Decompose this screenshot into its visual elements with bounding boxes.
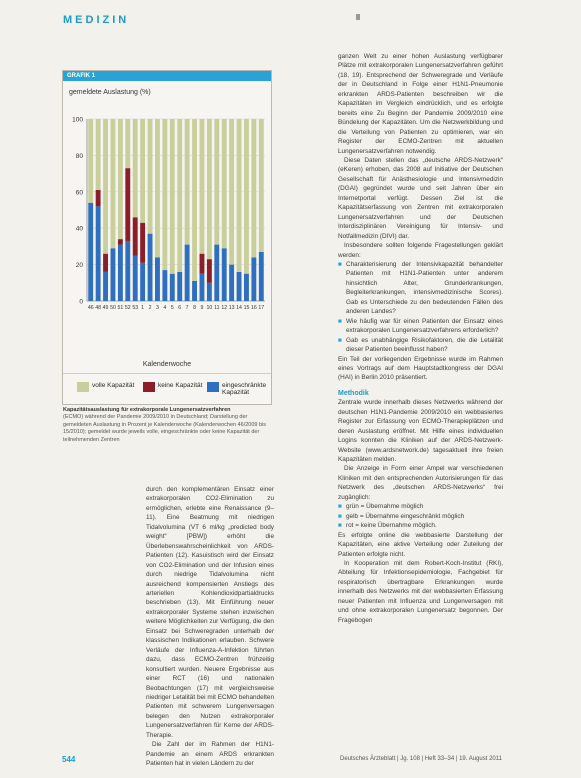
list-item: ■ Gab es unabhängige Risikofaktoren, die die Letalität dieser Patienten beeinflusst haben? bbox=[338, 336, 503, 354]
bar-segment bbox=[162, 119, 167, 270]
bar-segment bbox=[237, 272, 242, 301]
bar-segment bbox=[207, 119, 212, 259]
x-tick-label: 8 bbox=[193, 305, 196, 311]
list-item: ■ Wie häufig war für einen Patienten der Einsatz eines extrakorporalen Lungenersatzverfahrens erforderlich? bbox=[338, 317, 503, 335]
paragraph: In Kooperation mit dem Robert-Koch-Institut (RKI), Abteilung für Infektionsepidemiologie, Fachgebiet für respiratorisch übertragbare Erkrankungen wurde innerhalb des Netzwerks mit der webbasierten Erfassung neuer Patienten mit Influenza und Lungenversagen mit und ohne extrakorporalen Lungenersatz begonnen. Der Fragebogen bbox=[338, 560, 503, 624]
caption-text: (ECMO) während der Pandemie 2009/2010 in Deutschland; Darstellung der gemeldeten Auslastung in Prozent je Kalenderwoche (Kalenderwochen 46/2009 bis 15/2010); gemeldet wurde jeweils volle, eingeschränkte oder keine Kapazität der teilnehmenden Zentren bbox=[63, 414, 267, 443]
list-item: ■ Charakterisierung der Intensivkapazität behandelter Patienten mit H1N1-Patienten unter anderem hinsichtlich Alter, Grunderkrankungen, Begleiterkrankungen, intensivmedizinische Scores). Gab es Unterschiede zu den bedeutenden Fällen des anderen Landes? bbox=[338, 260, 503, 316]
bar-segment bbox=[251, 119, 256, 257]
bar-segment bbox=[207, 259, 212, 283]
x-tick-label: 9 bbox=[200, 305, 204, 311]
figure-caption bbox=[63, 407, 273, 444]
bar-segment bbox=[177, 272, 182, 301]
list-item: ■ gelb = Übernahme eingeschränkt möglich bbox=[338, 512, 465, 520]
bar-segment bbox=[118, 119, 123, 239]
bar-segment bbox=[200, 274, 205, 301]
x-tick-label: 49 bbox=[102, 305, 109, 311]
x-tick-label: 50 bbox=[110, 305, 116, 311]
bullet-icon: ■ bbox=[338, 503, 342, 511]
bar-segment bbox=[133, 217, 138, 255]
y-tick-label: 0 bbox=[79, 298, 83, 306]
bullet-icon: ■ bbox=[338, 522, 342, 530]
bar-segment bbox=[140, 119, 145, 223]
bar-segment bbox=[118, 239, 123, 244]
x-tick-label: 3 bbox=[156, 305, 159, 311]
bar-segment bbox=[103, 119, 108, 254]
bar-segment bbox=[96, 206, 101, 301]
paragraph: Zentrale wurde innerhalb dieses Netzwerks während der deutschen H1N1-Pandemie 2009/2010 ein webbasiertes Register zur Erfassung von ECMO-Therapieplätzen und deren Auslastung eröffnet. Mit Hilfe eines individuellen Logins konnten die Kliniken auf der ARDS-Netzwerk-Website (www.ardsnetwork.de) tagesaktuell ihre freien Kapazitäten melden. bbox=[338, 399, 503, 464]
bar-segment bbox=[155, 257, 160, 301]
paragraph: Insbesondere sollten folgende Fragestellungen geklärt werden: bbox=[338, 242, 503, 259]
column-right bbox=[338, 52, 503, 625]
bar-chart bbox=[63, 93, 271, 363]
bar-segment bbox=[244, 119, 249, 274]
bar-segment bbox=[140, 263, 145, 301]
paragraph: Ein Teil der vorliegenden Ergebnisse wurde im Rahmen eines Vortrags auf dem Hauptstadtkongress der DGAI (HAI) in Berlin 2010 präsentiert. bbox=[338, 355, 503, 382]
column-left bbox=[146, 485, 274, 769]
bar-segment bbox=[148, 234, 153, 301]
bar-segment bbox=[125, 168, 130, 241]
y-tick-label: 60 bbox=[75, 189, 83, 197]
x-tick-label: 4 bbox=[163, 305, 167, 311]
paragraph: durch den komplementären Einsatz einer extrakorporalen CO2-Elimination zu ermöglichen, erlebte eine Renaissance (9–11). Eine Beatmung mit niedrigen Tidalvolumina (VT 6 ml/kg „predicted body weight“ [PBW]) erhöht die Überlebenswahrscheinlichkeit von ARDS-Patienten (12). Kasuistisch wird der Einsatz von CO2-Elimination und der Infusion eines durch niedrige Tidalvolumina nicht ausreichend kompensierten Anstiegs des arteriellen Kohlendioxidpartialdrucks beschrieben (13). Mit Einführung neuer extrakorporaler Systeme stehen inzwischen weitere Möglichkeiten zur Verfügung, die den Einsatz bei Schweregraden unterhalb der klassischen Indikationen erlauben. Schwere Verläufe der Influenza-A-Infektion führten dazu, dass ECMO-Zentren frühzeitig konsultiert wurden. Neuere Ergebnisse aus einer RCT (16) und nationalen Beobachtungen (17) mit vergleichsweise niedriger Letalität bei mit ECMO behandelten Patienten mit schwerem Lungenversagen belegen den Nutzen extrakorporaler Lungenersatzverfahren für Kerne der ARDS-Therapie. bbox=[146, 486, 274, 739]
bar-segment bbox=[170, 119, 175, 274]
bar-segment bbox=[125, 241, 130, 301]
journal-footer: Deutsches Ärzteblatt | Jg. 108 | Heft 33–34 | 19. August 2011 bbox=[340, 756, 502, 762]
x-tick-label: 52 bbox=[124, 305, 131, 311]
bar-segment bbox=[96, 119, 101, 190]
x-axis-label: Kalenderwoche bbox=[142, 361, 192, 368]
legend-item-full: volle Kapazität bbox=[77, 382, 134, 392]
bar-segment bbox=[177, 119, 182, 272]
list-item: ■ rot = keine Übernahme möglich. bbox=[338, 522, 437, 530]
figure-box bbox=[62, 70, 272, 405]
bar-segment bbox=[200, 254, 205, 274]
x-tick-label: 48 bbox=[95, 305, 102, 311]
bar-segment bbox=[125, 119, 130, 168]
bar-segment bbox=[237, 119, 242, 272]
bar-segment bbox=[214, 245, 219, 301]
bar-segment bbox=[96, 190, 101, 206]
bar-segment bbox=[118, 245, 123, 301]
bar-segment bbox=[229, 265, 234, 301]
section-header: MEDIZIN bbox=[63, 14, 130, 26]
bullet-icon: ■ bbox=[338, 260, 342, 268]
section-heading-methods: Methodik bbox=[338, 389, 369, 397]
header-mark bbox=[356, 14, 360, 20]
figure-tag: GRAFIK 1 bbox=[63, 71, 271, 81]
x-tick-label: 6 bbox=[178, 305, 182, 311]
x-tick-label: 10 bbox=[206, 305, 213, 311]
y-axis-label: gemeldete Auslastung (%) bbox=[69, 89, 151, 96]
bar-segment bbox=[111, 119, 116, 248]
x-tick-label: 13 bbox=[228, 305, 235, 311]
x-tick-label: 15 bbox=[243, 305, 250, 311]
x-tick-label: 46 bbox=[87, 305, 94, 311]
caption-title: Kapazitätsauslastung für extrakorporale Lungenersatzverfahren bbox=[63, 407, 231, 413]
x-tick-label: 12 bbox=[221, 305, 228, 311]
bar-segment bbox=[207, 283, 212, 301]
x-tick-label: 5 bbox=[170, 305, 174, 311]
legend-item-none: keine Kapazität bbox=[143, 382, 202, 392]
bar-segment bbox=[133, 119, 138, 217]
y-tick-label: 20 bbox=[75, 262, 83, 270]
bar-segment bbox=[148, 119, 153, 234]
legend-swatch-limited bbox=[207, 382, 219, 392]
bar-segment bbox=[192, 119, 197, 281]
list-item: ■ grün = Übernahme möglich bbox=[338, 503, 424, 511]
bar-segment bbox=[103, 254, 108, 272]
paragraph: Die Zahl der im Rahmen der H1N1-Pandemie an einem ARDS erkrankten Patienten hat in vielen Ländern zu der bbox=[146, 741, 274, 768]
bar-segment bbox=[111, 248, 116, 301]
bar-segment bbox=[259, 119, 264, 252]
x-tick-label: 53 bbox=[132, 305, 139, 311]
y-tick-label: 100 bbox=[72, 116, 83, 124]
x-tick-label: 51 bbox=[117, 305, 124, 311]
bar-segment bbox=[155, 119, 160, 257]
x-tick-label: 16 bbox=[250, 305, 257, 311]
bar-segment bbox=[200, 119, 205, 254]
bar-segment bbox=[103, 272, 108, 301]
bar-segment bbox=[214, 119, 219, 245]
paragraph: Es erfolgte online die webbasierte Darstellung der Kapazitäten, eine aktive Verteilung oder Zuteilung der Patienten erfolgte nicht. bbox=[338, 531, 503, 558]
bullet-icon: ■ bbox=[338, 336, 342, 344]
bar-segment bbox=[192, 281, 197, 301]
page-number: 544 bbox=[62, 755, 76, 764]
legend-swatch-full bbox=[77, 382, 89, 392]
paragraph: Diese Daten stellen das „deutsche ARDS-Netzwerk“ (eKeren) erhoben, das 2008 auf Initiative der Deutschen Gesellschaft für Anästhesiologie und Intensivmedizin (DGAI) gegründet wurde und seit Jahren über ein Internetportal verfügt. Dessen Ziel ist die Kapazitätserfassung von Zentren mit extrakorporalen Lungenersatzverfahren und der Deutschen Interdisziplinären Vereinigung für Intensiv- und Notfallmedizin (DIVI) dar. bbox=[338, 156, 503, 240]
bar-segment bbox=[185, 245, 190, 301]
paragraph: ganzen Welt zu einer hohen Auslastung verfügbarer Plätze mit extrakorporalen Lungenersatzverfahren geführt (18, 19). Entsprechend der Schweregrade und Verläufe der in Deutschland in Folge einer H1N1-Pneumonie erkrankten ARDS-Patienten beschreiben wir die Kapazitäten im Vergleich eindrücklich, und es erfolgte bereits eine Zu Beginn der Pandemie 2009/2010 eine Bündelung der Kapazitäten. Um die Netzwerkbildung und die Verteilung von Patienten zu optimieren, war ein Register der ECMO-Zentren mit aktuellen Lungenersatzverfahren notwendig. bbox=[338, 53, 503, 155]
x-tick-label: 17 bbox=[258, 305, 265, 311]
bar-segment bbox=[244, 274, 249, 301]
bar-segment bbox=[140, 223, 145, 263]
x-tick-label: 1 bbox=[141, 305, 145, 311]
legend-swatch-none bbox=[143, 382, 155, 392]
bar-segment bbox=[88, 119, 93, 203]
bar-segment bbox=[229, 119, 234, 265]
bullet-icon: ■ bbox=[338, 512, 342, 520]
bar-segment bbox=[133, 256, 138, 302]
legend-item-limited: eingeschränkte Kapazität bbox=[207, 382, 269, 396]
y-tick-label: 40 bbox=[75, 225, 83, 233]
bar-segment bbox=[222, 248, 227, 301]
bar-segment bbox=[162, 270, 167, 301]
x-tick-label: 7 bbox=[185, 305, 189, 311]
x-tick-label: 11 bbox=[214, 305, 220, 311]
bar-segment bbox=[88, 203, 93, 301]
bar-segment bbox=[185, 119, 190, 245]
bar-segment bbox=[222, 119, 227, 248]
bar-segment bbox=[259, 252, 264, 301]
y-tick-label: 80 bbox=[75, 152, 83, 160]
legend bbox=[63, 373, 271, 402]
x-tick-label: 14 bbox=[236, 305, 242, 311]
bar-segment bbox=[251, 257, 256, 301]
paragraph: Die Anzeige in Form einer Ampel war verschiedenen Kliniken mit den entsprechenden Autorisierungen für das Netzwerk des „deutschen ARDS-Netzwerks“ frei zugänglich: bbox=[338, 465, 503, 501]
x-tick-label: 2 bbox=[148, 305, 152, 311]
bar-segment bbox=[170, 274, 175, 301]
bullet-icon: ■ bbox=[338, 317, 342, 325]
